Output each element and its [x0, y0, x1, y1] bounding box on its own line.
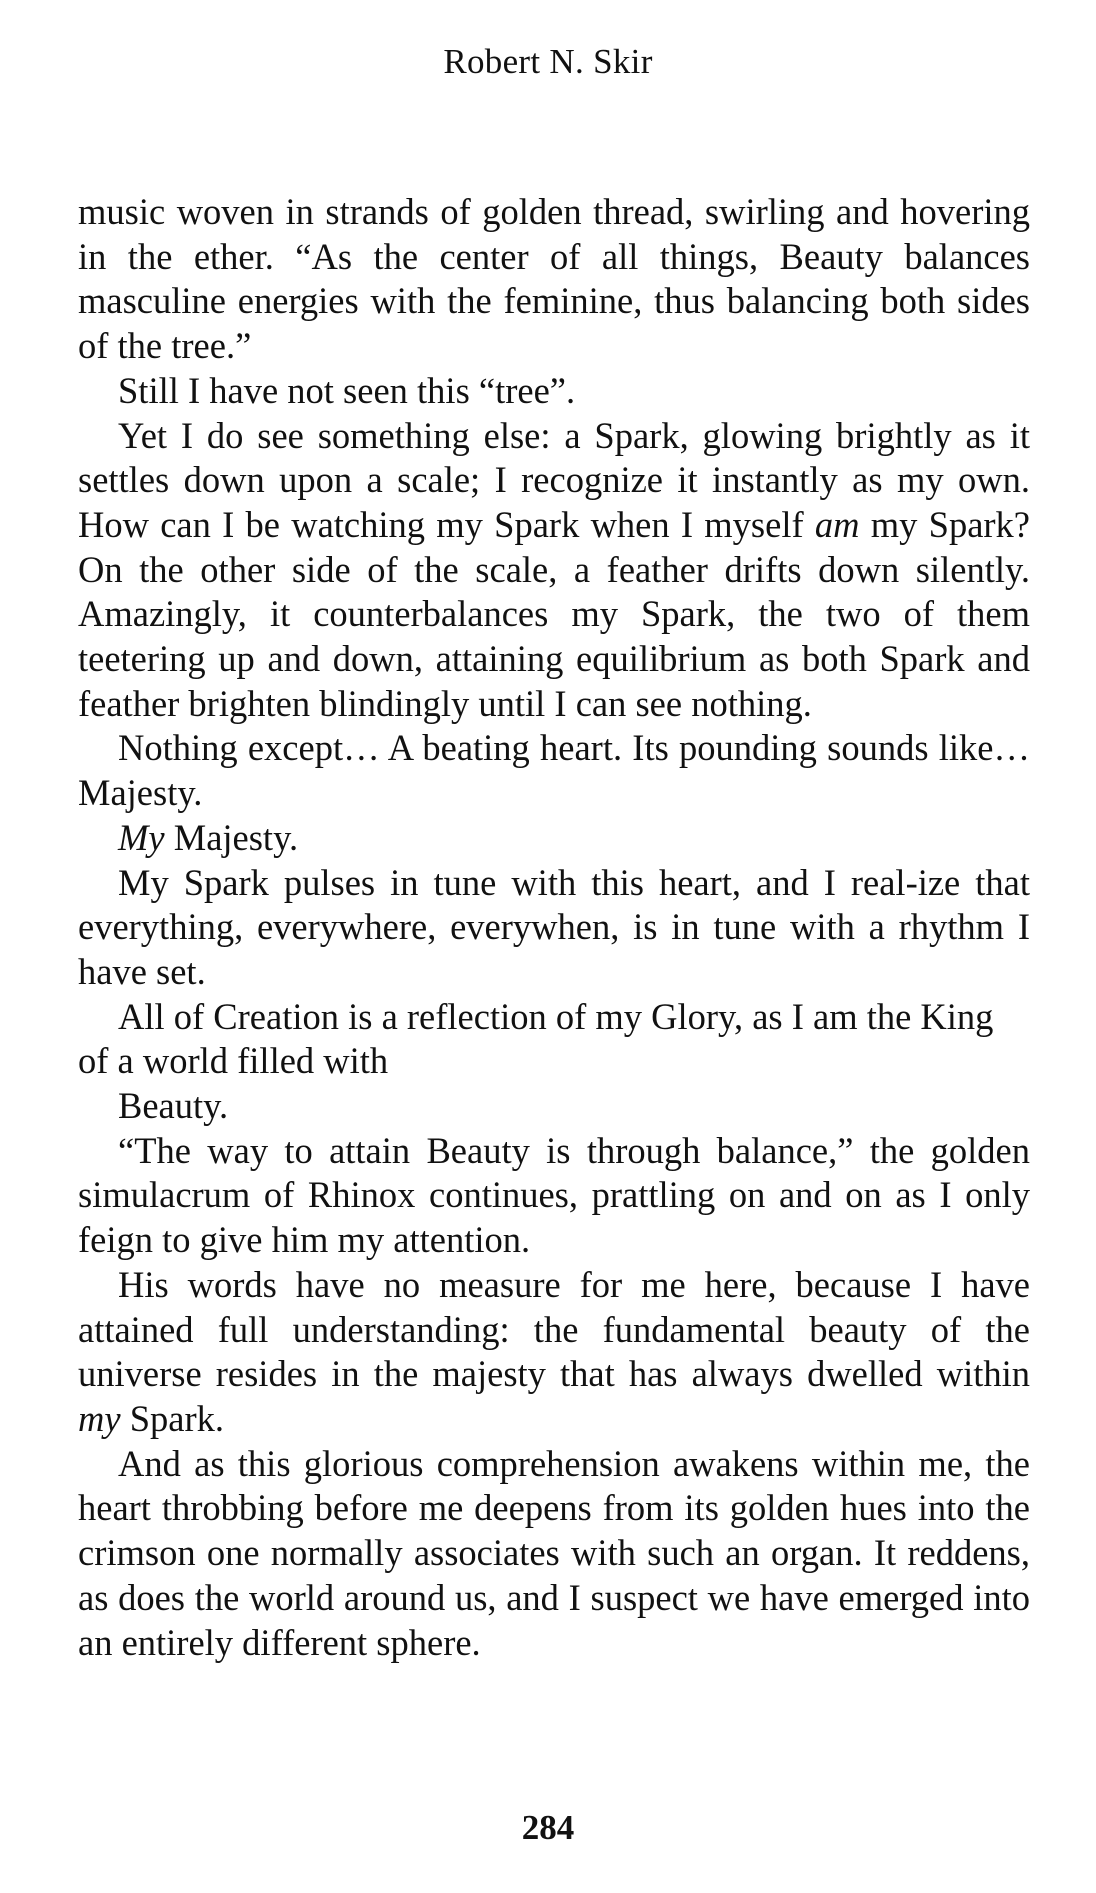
paragraph-1: music woven in strands of golden thread, swirling and hovering in the ether. “As the center of all things, Beauty balances masculine energies with the feminine, thus balancing both sides of the tree.” — [78, 191, 1030, 367]
paragraph-6: My Spark pulses in tune with this heart, and I real-ize that everything, everywhere, everywhen, is in tune with a rhythm I have set. — [78, 861, 1030, 992]
paragraph-11: And as this glorious comprehension awakens within me, the heart throbbing before me deepens from its golden hues into the crimson one normally associates with such an organ. It reddens, as does the world around us, and I suspect we have emerged into an entirely different sphere. — [78, 1442, 1030, 1663]
running-head: Robert N. Skir — [443, 42, 653, 81]
paragraph-7: All of Creation is a reflection of my Glory, as I am the King of a world filled with — [78, 995, 994, 1082]
italic-emphasis: my — [78, 1397, 121, 1439]
paragraph-2: Still I have not seen this “tree”. — [118, 369, 576, 411]
paragraph-5: My Majesty. — [118, 816, 299, 858]
italic-emphasis: My — [118, 816, 165, 858]
body-text — [78, 190, 1030, 1665]
paragraph-9: “The way to attain Beauty is through balance,” the golden simulacrum of Rhinox continues, prattling on and on as I only feign to give him my attention. — [78, 1129, 1030, 1261]
paragraph-8: Beauty. — [118, 1085, 229, 1127]
paragraph-10: His words have no measure for me here, because I have attained full understanding: the fundamental beauty of the universe resides in the majesty that has always dwelled within my Spark. — [78, 1263, 1030, 1439]
paragraph-3: Yet I do see something else: a Spark, glowing brightly as it settles down upon a scale; I recognize it instantly as my own. How can I be watching my Spark when I myself am my Spark? On the other side of the scale, a feather drifts down silently. Amazingly, it counterbalances my Spark, the two of them teetering up and down, attaining equilibrium as both Spark and feather brighten blindingly until I can see nothing. — [78, 414, 1030, 724]
paragraph-4: Nothing except… A beating heart. Its pounding sounds like… Majesty. — [78, 727, 1030, 814]
page-number: 284 — [521, 1808, 575, 1847]
italic-emphasis: am — [814, 503, 860, 545]
